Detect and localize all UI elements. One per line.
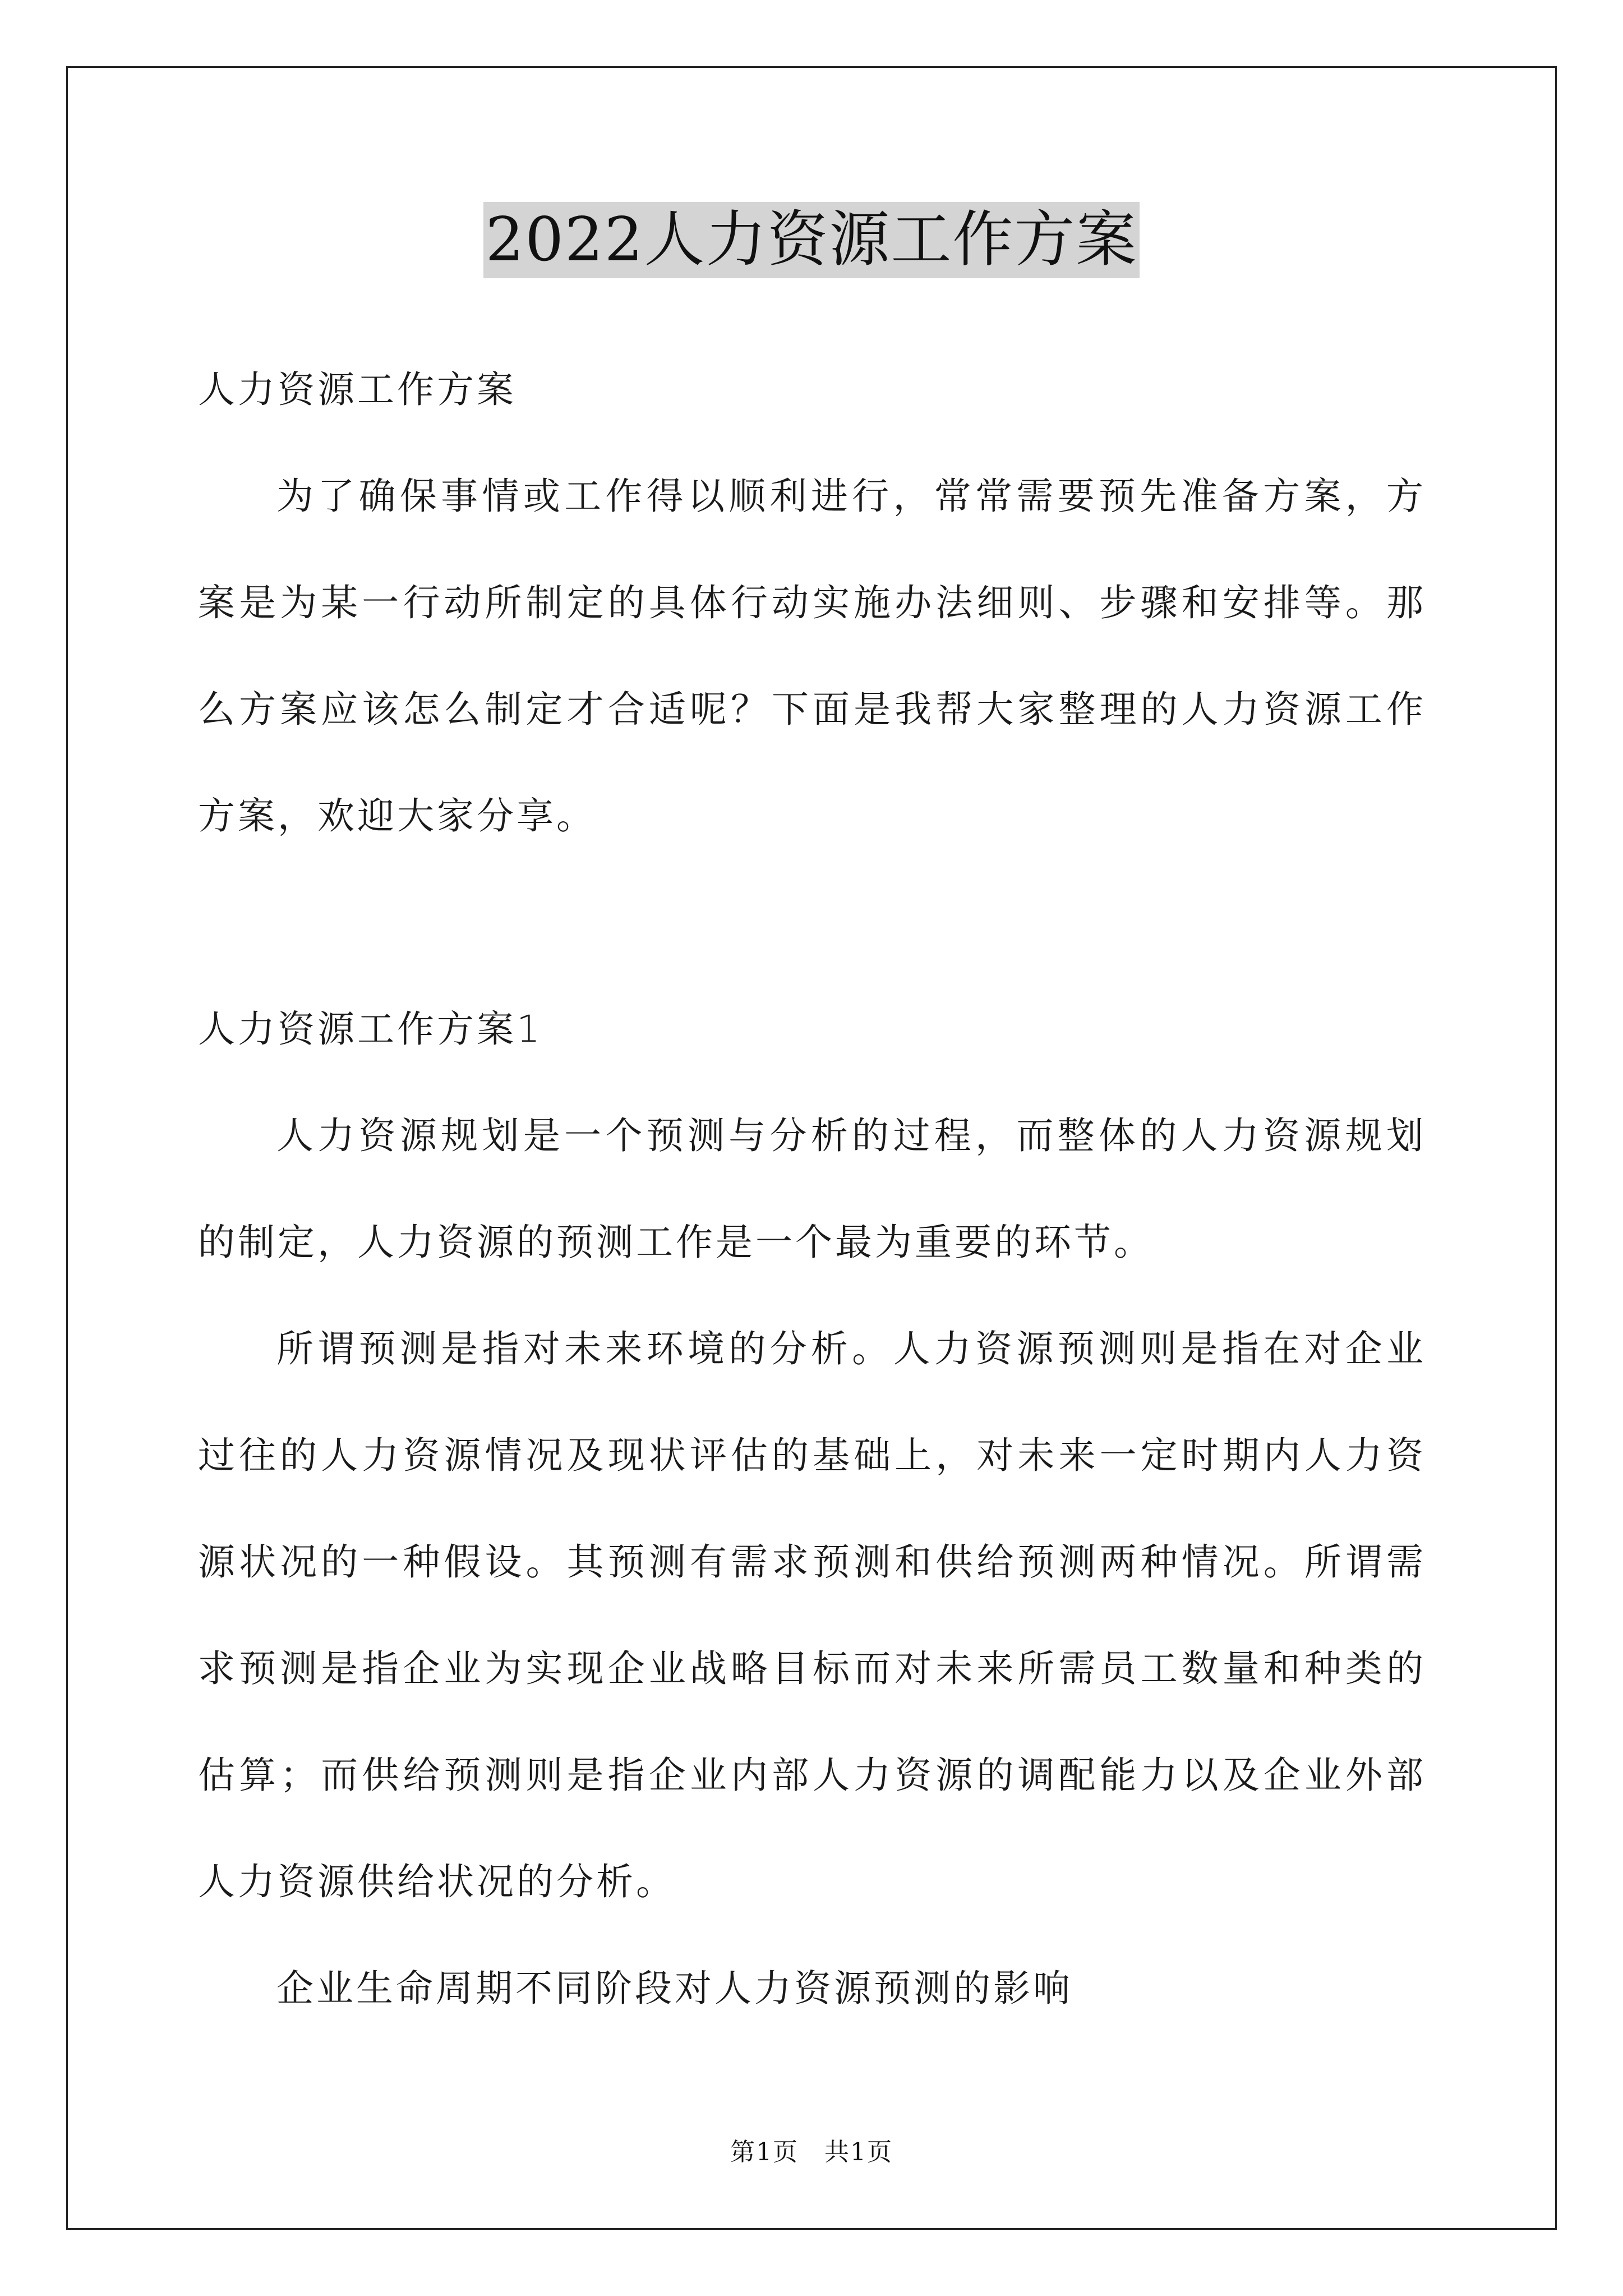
- section-heading: 人力资源工作方案1: [198, 1007, 543, 1051]
- body-paragraph: 企业生命周期不同阶段对人力资源预测的影响: [276, 1967, 1073, 2010]
- document-body: [198, 337, 1426, 2042]
- document-title: 2022人力资源工作方案: [483, 202, 1140, 278]
- page-footer: 第1页 共1页: [730, 2138, 893, 2166]
- body-paragraph: 人力资源规划是一个预测与分析的过程，而整体的人力资源规划的制定，人力资源的预测工作是一个最为重要的环节。: [198, 1114, 1426, 1264]
- section-spacer: [198, 869, 1426, 976]
- subtitle-paragraph: 人力资源工作方案: [198, 368, 517, 411]
- intro-paragraph: 为了确保事情或工作得以顺利进行，常常需要预先准备方案，方案是为某一行动所制定的具体行动实施办法细则、步骤和安排等。那么方案应该怎么制定才合适呢？下面是我帮大家整理的人力资源工作方案，欢迎大家分享。: [198, 475, 1426, 838]
- title-container: [0, 202, 1623, 278]
- body-paragraph: 所谓预测是指对未来环境的分析。人力资源预测则是指在对企业过往的人力资源情况及现状评估的基础上，对未来一定时期内人力资源状况的一种假设。其预测有需求预测和供给预测两种情况。所谓需求预测是指企业为实现企业战略目标而对未来所需员工数量和种类的估算；而供给预测则是指企业内部人力资源的调配能力以及企业外部人力资源供给状况的分析。: [198, 1327, 1426, 1903]
